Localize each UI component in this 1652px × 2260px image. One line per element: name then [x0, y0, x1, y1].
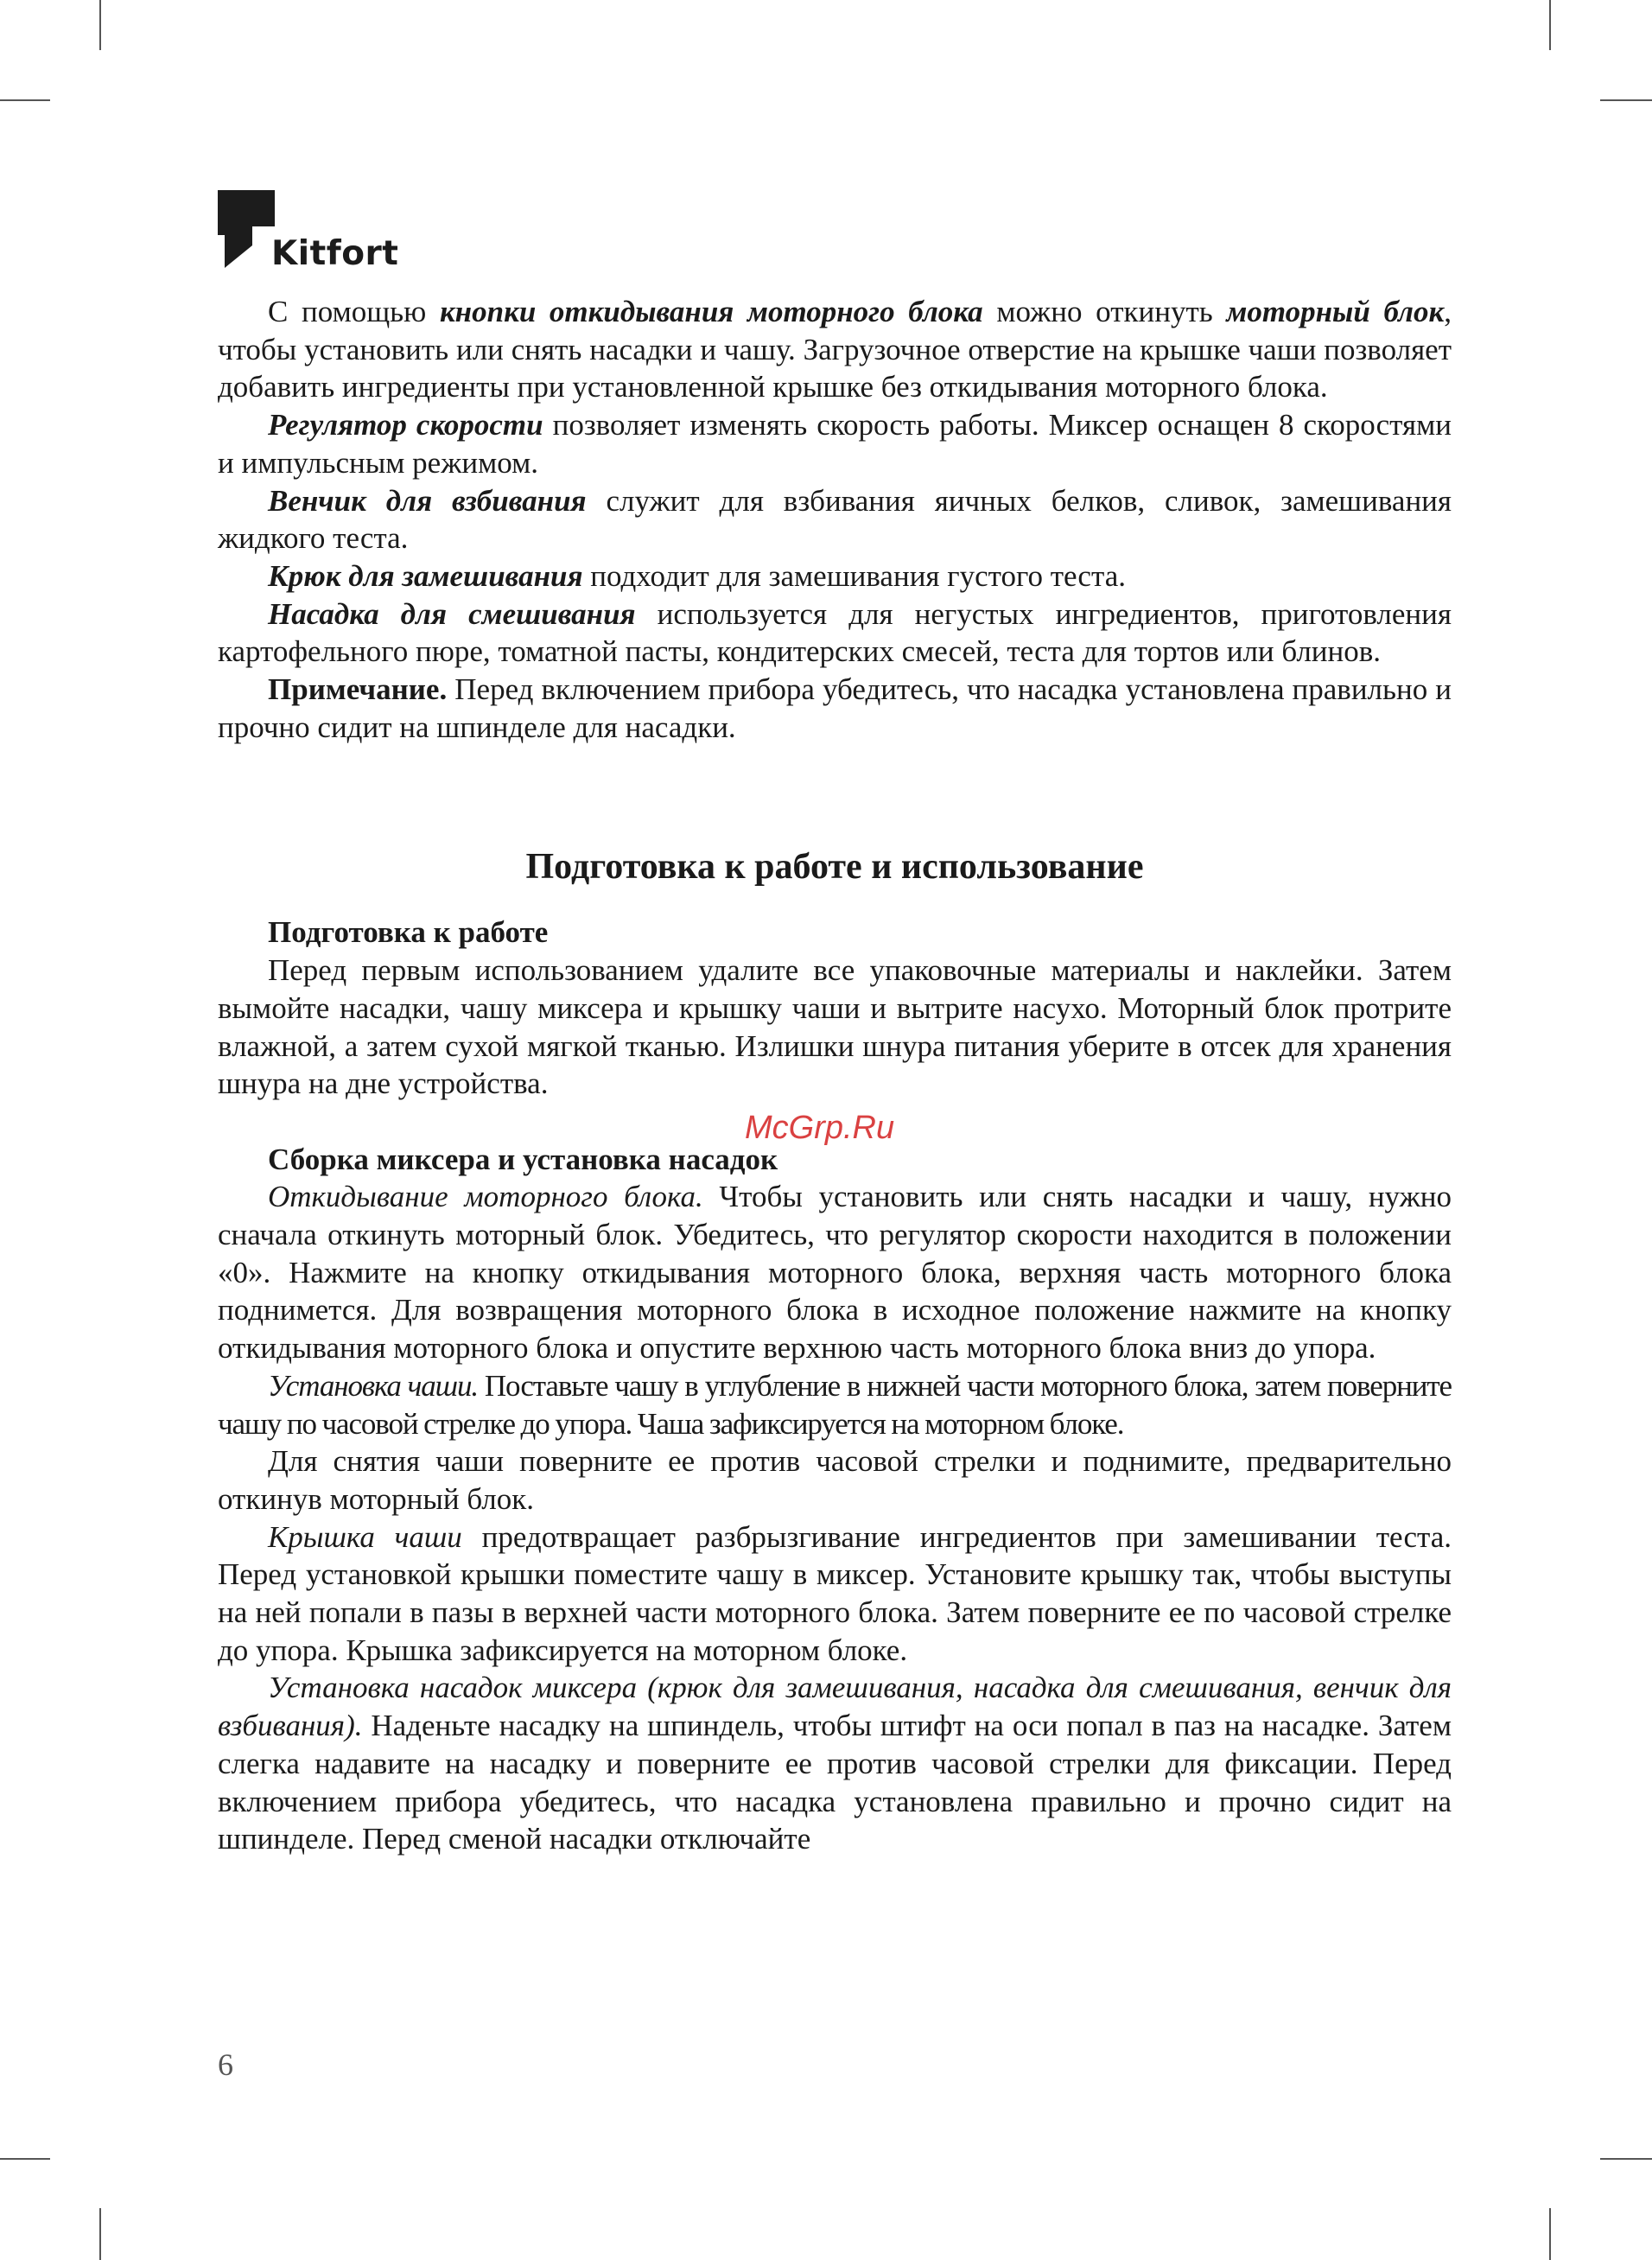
crop-mark — [0, 2158, 50, 2160]
crop-mark — [99, 0, 101, 50]
paragraph: Венчик для взбивания служит для взбивания яичных белков, сливок, замешивания жидкого теста. — [218, 483, 1452, 556]
page-content — [218, 293, 1452, 1858]
paragraph: Для снятия чаши поверните ее против часовой стрелки и поднимите, предварительно откинув моторный блок. — [218, 1444, 1452, 1516]
brand-logo — [218, 190, 399, 273]
subsection-heading: Сборка миксера и установка насадок — [268, 1142, 778, 1176]
crop-mark — [99, 2208, 101, 2260]
brand-name: Kitfort — [271, 234, 399, 273]
paragraph: Установка чаши. Поставьте чашу в углубление в нижней части моторного блока, затем поверните чашу по часовой стрелке до упора. Чаша зафиксируется на моторном блоке. — [218, 1368, 1452, 1441]
paragraph: С помощью кнопки откидывания моторного блока можно откинуть моторный блок, чтобы установить или снять насадки и чашу. Загрузочное отверстие на крышке чаши позволяет добавить ингредиенты при установленной крышке без откидывания моторного блока. — [218, 295, 1452, 404]
kitfort-logo-icon — [218, 190, 278, 270]
subsection-heading: Подготовка к работе — [268, 915, 549, 950]
paragraph: Крюк для замешивания подходит для замешивания густого теста. — [268, 558, 1126, 593]
crop-mark — [1549, 0, 1551, 50]
paragraph: Откидывание моторного блока. Чтобы установить или снять насадки и чашу, нужно сначала откинуть моторный блок. Убедитесь, что регулятор скорости находится в положении «0». Нажмите на кнопку откидывания моторного блока, верхняя часть моторного блока поднимется. Для возвращения моторного блока в исходное положение нажмите на кнопку откидывания моторного блока и опустите верхнюю часть моторного блока вниз до упора. — [218, 1180, 1452, 1366]
paragraph: Насадка для смешивания используется для негустых ингредиентов, приготовления картофельного пюре, томатной пасты, кондитерских смесей, теста для тортов или блинов. — [218, 596, 1452, 669]
crop-mark — [1600, 99, 1652, 101]
paragraph: Установка насадок миксера (крюк для замешивания, насадка для смешивания, венчик для взбивания). Наденьте насадку на шпиндель, чтобы штифт на оси попал в паз на насадке. Затем слегка надавите на насадку и поверните ее против часовой стрелки для фиксации. Перед включением прибора убедитесь, что насадка установлена правильно и прочно сидит на шпинделе. Перед сменой насадки отключайте — [218, 1671, 1452, 1856]
page-number: 6 — [218, 2047, 233, 2082]
paragraph: Регулятор скорости позволяет изменять скорость работы. Миксер оснащен 8 скоростями и импульсным режимом. — [218, 408, 1452, 480]
paragraph: Крышка чаши предотвращает разбрызгивание ингредиентов при замешивании теста. Перед установкой крышки поместите чашу в миксер. Установите крышку так, чтобы выступы на ней попали в пазы в верхней части моторного блока. Затем поверните ее по часовой стрелке до упора. Крышка зафиксируется на моторном блоке. — [218, 1519, 1452, 1667]
crop-mark — [1549, 2208, 1551, 2260]
paragraph: Перед первым использованием удалите все упаковочные материалы и наклейки. Затем вымойте насадки, чашу миксера и крышку чаши и вытрите насухо. Моторный блок протрите влажной, а затем сухой мягкой тканью. Излишки шнура питания уберите в отсек для хранения шнура на дне устройства. — [218, 953, 1452, 1101]
note-paragraph: Примечание. Перед включением прибора убедитесь, что насадка установлена правильно и прочно сидит на шпинделе для насадки. — [218, 672, 1452, 744]
crop-mark — [0, 99, 50, 101]
section-title: Подготовка к работе и использование — [525, 847, 1144, 888]
crop-mark — [1600, 2158, 1652, 2160]
watermark: McGrp.Ru — [745, 1110, 895, 1146]
